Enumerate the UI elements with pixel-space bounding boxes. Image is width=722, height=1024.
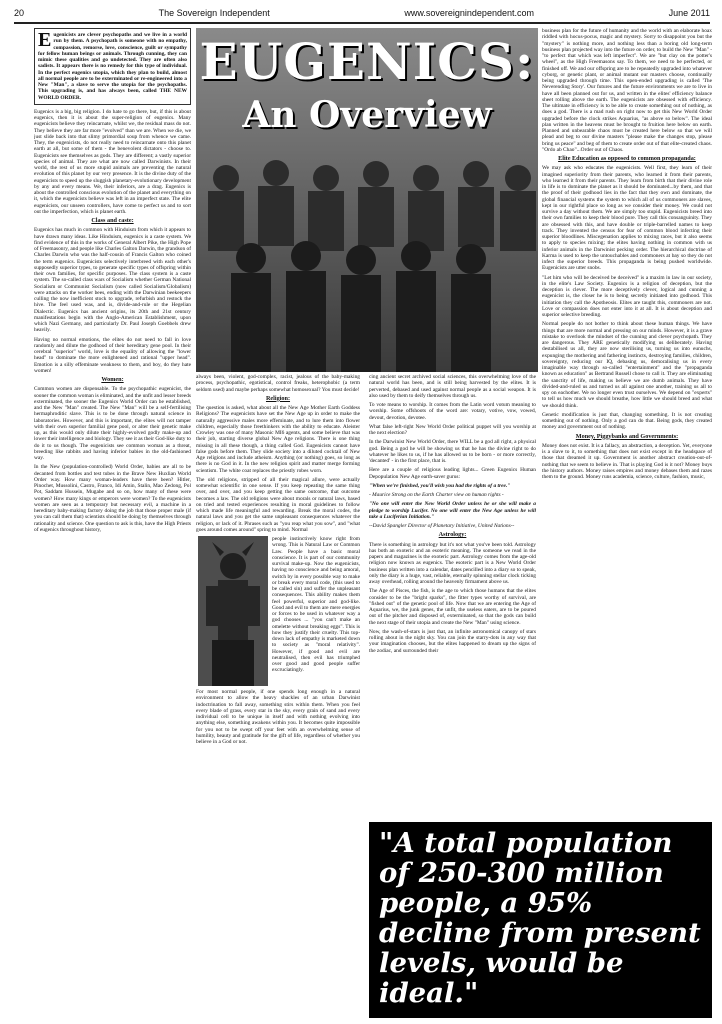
paragraph: Eugenics is a big, big religion. I do hate to go there, but, if this is about eugenics, then it is about the super-religion of eugenics. Many eugenicists believe they reincarnate, whilst we, the residual mass do not. They believe they are far more "evolved" than we are. When we die, we just slide back into that slimy primordial soup from whence we came. They, the eugenicists, do not really need to reincarnate onto this planet earth at all, but some of them - the benevolent dictators - choose to. Eugenicists see themselves as gods. They are different; a vastly superior species of animal. They are what are now called Darwinists. In their world, the rest of us more stupid animals are preventing the natural evolution of this planet by our very presence. It is the divine duty of the eugenicists to speed up the sluggish planetary-evolutionary development by any and every means. We, their inferiors, are a drag. Eugenics is about the controlled conscious evolution of the planet and everything on it, which the eugenicists believe was left in an imperfect state. The elite eugenicists, our unseen controllers, have come to perfect us and to sort out the imperfection, which is planet earth.	[34, 108, 191, 215]
lead-text: ugenicists are clever psychopaths and we live in a world run by them. A psychopath is someone with no empathy, compassion, remorse, love, conscience, guilt or sympathy for fellow human beings or animals. Through cunning, they can mimic these qualities and go undetected. They are often also sadists. It appears there is no remedy for this type of individual. In the perfect eugenics utopia, which they plan to build, almost all normal people are to be exterminated or re-engineered into a New "Man", a slave to serve the utopia for the psychopaths. This upgrading is, and has always been, called THE NEW WORLD ORDER.	[38, 32, 187, 101]
column-1	[34, 28, 191, 1014]
page-header	[14, 0, 710, 18]
paragraph: There is something in astrology but it's not what you've been told. Astrology has both an exoteric and an esoteric meaning. The someone we read in the papers and magazines is the exoteric part. Astrology comes from the age-old religion now known as eugenics. The esoteric part is a New World Order business plan written into a calendar, dates pencilled into a diary so to speak, only the diary is a huge, vast, reliable, eternally spinning stellar clock ticking away overhead, rolling around the heavenly firmament above us.	[369, 541, 536, 585]
section-heading-religion: Religion:	[265, 394, 291, 402]
paragraph: Here are a couple of religious leading lights... Green Eugenics Human Depopulation New Age earth-saver gurus:	[369, 467, 536, 480]
paragraph: Genetic modification is just that, changing something. It is not creating something out of nothing. Only a god can do that. Being gods, they created money and government out of nothing.	[542, 411, 712, 431]
section-heading-elite-education: Elite Education as opposed to common propaganda:	[558, 155, 696, 162]
quote-strong: "When we're finished, you'll wish you had the rights of a tree."	[369, 482, 511, 489]
paragraph: business plan for the future of humanity and the world with an elaborate hoax riddled with hocus-pocus, magic and mystery. Sorry to disappoint you but the "mystery" is nothing more, and nothing less than a boring old long-term business plan projected way into the future on order, to build the New "Man" - "to perfect that which was left imperfect". We are "but clay on the potter's wheel", as the High Freemasons say. To them, we need to be perfected, or finished off. We and our offspring are to be repeatedly upgraded into whatever cyborg, or genetic plant, or animal mutant our masters choose, continually being upgraded through time. This open-ended upgrading is called 'The Neverending Story'. Our futures and the future environments we are to live in have all been planned out for us, and written in the elites' efficiency balance sheet rolling above the earth. The eugenicists are obsessed with efficiency. The ultimate in efficiency is to be able to create something out of nothing, as does a god. There is a mad rush on right now to get this New World Order upgraded before the clock strikes Aquarius, "as above so below". The ideal plan written in the heavens must be brought to fruition here below on earth. Planned and unbearable chaos must be created here below so that we will plead and beg to our divine masters "please make the changes stop, please bring us peace" and beg of them to create order out of that elite-created chaos. "Ordo ab Chao"...Order out of Chaos.	[542, 28, 712, 153]
paragraph: We may ask who educates the eugenicists. Well first, they learn of their imagined superiority from their parents, who learned it from their parents, who learned it from their parents. They learn from birth that their divine role in life is to dominate the planet as it should be dominated...by them, and that the proof of their godhood lies in the fact that they own and dominate, the global financial systems the system to which all of us commoners are slaves, kept in our rightful place so long as we consider their money. We could not survive a day without them. We are simply too stupid. Eugenicists breed into their own families to keep their blood pure. They call this consanguinity. They are obsessed with this, and have double or triple-barrelled names to keep track. They invented the census for fear of common blood infecting their superior bloodlines. Miscegenation applies to mixing races, but it also seems to apply to species mixing; the elites having nothing in common with us inferior animals in the Darwinist pecking order. The hierarchical doctrine of Karma is used to keep the untouchables and commoners at bay so they do not infect the superior breeds. This propaganda is being pushed worldwide. Eugenicists are utter snobs.	[542, 165, 712, 272]
paragraph: In the New (population-controlled) World Order, babies are all to be decanted from bottles and test tubes in the Brave New Huxlian World Order way. How many woman-leaders have there been? Hitler, Pinochet, Mussolini, Castro, Franco, Idi Amin, Stalin, Mao Zedong, Pol Pot, Saddam Hussein, Mugabe and so on, how many of these were women? How many kings or emperors were women? To the eugenicists women are seen as a temporary but necessary evil, a machine in a hereditary baby-making factory doing the job that those proper male (if you can call them that) scientists should be doing by themselves through rationality and science. One question to ask is this, have the High Priests of eugenics throughout history,	[34, 464, 191, 533]
headline-subtitle: An Overview	[242, 94, 492, 136]
lead-box	[34, 28, 191, 105]
paragraph: Money does not exist. It is a fallacy, an abstraction, a deception. Yet, everyone is a slave to it, to something that does not exist except in the headspace of those that dreamed it up. Government is another abstract creation-out-of-nothing that we seem to believe in. That is playing God is it not? Money buys the history authors. Money raises empires and money debases them and razes them to the ground. Money runs academia, science, culture, fashion, music,	[542, 442, 712, 480]
paragraph: Eugenics has much in common with Hinduism from which it appears to have drawn many ideas. Like Hinduism, eugenics is a caste system. We find evidence of this in the works of General Albert Pike, the High Pope of Freemasonry, and people like Charles Galton Darwin, the grandson of Charles Darwin who was the half-cousin of Francis Galton who coined the term eugenics. Eugenicists selectively interbreed with each other's supposedly superior types, to generate specific types of offspring within their own families, for specific purposes. The class system is a caste system. The so-called class wars of Socialism whether German National Socialism or Communist Socialism (now called Socialism/Globalism) were attacks on the worker bees, ending with the Darwinian beekeepers culling the now inefficient stock to upgrade, refurbish and restock the hive. The feel used was, and is, divide-and-rule or the Hegelian Dialectic. Eugenics has ancient origins, its 20th and 21st century manifestations begin with the Anglo-American Establishment, upon which Nazi Germany, and particularly Dr. Paul Joseph Goebbels drew heavily.	[34, 227, 191, 334]
paragraph: "Let him who will be deceived be deceived" is a maxim in law in our society, in the elite's Law Society. Eugenics is a religion of deception, but the deception is clever. The more deceptively clever, logical and cunning a eugenicist is, the closer he is to being secretly initiated into godhood. This initiation they call the Apotheosis. Elites are taught this, commoners are not. Love or compassion does not enter into it at all. It is about deception and superior selective breeding.	[542, 274, 712, 318]
paragraph: The question is asked, what about all the New Age Mother Earth Goddess Religions? The eugenicists have set the New Age up in order to make the naturally aggressive males more effeminate, and to lure them into flower children, especially those freethinkers with the ability to educate. Aleister Crowley was one of many Masonic MI6 agents, and some believe that was their job, starting diverse global New Age religions. There is one thing missing in all these though, a thing called God. Eugenicists cannot have false gods before them. They slide society into a diluted cocktail of New Age religions and include atheism. Anything (or nothing) goes, so long as there is no God in it. In the new religion spirit and matter merge forming scientism. The white coat replaces the priestly robes worn.	[196, 405, 360, 474]
quote-attribution: - Maurice Strong on the Earth Charter view on human rights -	[369, 492, 504, 498]
title-image	[196, 28, 538, 372]
paragraph: The Age of Pisces, the fish, is the age to which those humans that the elites consider to be the "bright sparks", the fitter types worthy of survival, are "fished out" of the genetic pool of life. Now that we are entering the Age of Aquarius, we, the junk genes, the unfit, the useless eaters, are to be poured out of the pitcher and disposed of, exterminated, so that the gods can build the next stage of their utopia and create the New "Man" using science.	[369, 588, 536, 626]
quote-spangler: "No one will enter the New World Order unless he or she will make a pledge to worship Lucifer. No one will enter the New Age unless he will take a Luciferian Initiation."	[369, 501, 536, 520]
paragraph: What false left-right New World Order political puppet will you worship at the next election?	[369, 423, 536, 436]
publication-name: The Sovereign Independent	[158, 8, 270, 18]
paragraph: To vote means to worship. It comes from the Latin word votum meaning to worship. Some offshoots of the word are: votary, votive, vow, vowed, devout, devotion, devotee.	[369, 402, 536, 421]
paragraph: Now, the wash-of-stars is just that, an infinite astronomical canopy of stars rolling about in the night sky. You can join the starry-dots in any way that your imagination chooses, but the elites happened to dream up the signs of the zodiac, and surrounded their	[369, 628, 536, 654]
column-2	[196, 374, 360, 1014]
issue-date: June 2011	[668, 8, 710, 18]
section-heading-astrology: Astrology:	[438, 531, 467, 539]
text-with-photo	[196, 536, 360, 686]
quote-attribution: --David Spangler Director of Planetary Initiative, United Nations--	[369, 523, 515, 529]
baphomet-statue-photo	[198, 536, 268, 686]
website-url: www.sovereignindependent.com	[404, 8, 534, 18]
paragraph: cing ancient secret archived social sciences, this overwhelming love of the natural world has been, and is still being harvested by the elites. It is perverted, debased and used against normal people as a social weapon. It is also used by them to deify themselves through us.	[369, 374, 536, 399]
paragraph: Normal people do not bother to think about these human things. We have things that are more normal and pressing on our minds. However, it is a grave mistake to overlook the mindset of the cunning and clever psychopath. They are dangerous. They ARE genetically modifying us deliberately. Having destabilised us all, they are now sterilising us, turning us into eunuchs, expunging the mothering and fathering instincts, destroying families, children, sovereignty, reducing our IQ, debasing us, demoralising us in every imaginable way through so-called "entertainment" and the "propaganda known as education" as Bertrand Russell chose to call it. They are eliminating the sanctity of life, making us believe we are dumb animals. They have divided-and-ruled us and turned us all against one another, training us all to spy on eachother. We no longer even trust ourselves. We depend on "experts" to tell us how much we should breathe, how little we should breed and what we should think.	[542, 321, 712, 409]
paragraph: For most normal people, if one spends long enough in a natural environment to allow the heavy shackles of an urban Darwinist indoctrination to fall away, something stirs within them. When you feel every blade of grass, every star in the sky, every grain of sand and every individual cell to be unique in itself and with nothing evolving into anything else, something awakens within you. It becomes quite impossible for you not to be swept off your feet with an overwhelming sense of humility, beauty and gratitude for the gift of life, regardless of whether you believe in a God or not.	[196, 689, 360, 745]
paragraph: Having no normal emotions, the elites do not need to fall in love randomly and dilute the godhood of their hereditary gene pool. In their cerebral "superior" world, love is the equality of allowing the "lower head" to dominate the more enlightened and rational "upper head". Emotion is a silly effeminate weakness to them, and boy, do they hate women!	[34, 336, 191, 374]
section-heading-women: Women:	[101, 376, 124, 383]
paragraph: Common women are dispensable. To the psychopathic eugenicist, the sooner the common woman is eliminated, and the unfit and lesser breeds exterminated, the sooner the Eugenics World Order can be established, and the New "Man" created. The New "Man" will be a self-fertilising hermaphroditic slave. This is to be done through natural science in laboratories. However, and this is important, the elites will not tamper with their own superior familial gene pool, or alter their genetic make up, as this would only dilute their highly-evolved godly make-up and lower their intelligence and biology. They see it as their God-like duty to do it to us though. The eugenicists see common woman as a threat, breeding like rabbits and having inferior babies in the old-fashioned way.	[34, 386, 191, 461]
header-rule	[14, 22, 710, 24]
paragraph: The old religions, stripped of all their magical allure, were actually somewhat scientific in one sense. If you keep repeating the same thing over, and over, and you keep getting the same outcome, that outcome becomes a law. The old religions were about morals or natural laws, based on tried and tested experiences resulting in moral guidelines to follow which made life meaningful and rewarding. Break the moral codes, the natural laws and you get the same unpleasant consequences whatever the religion, or lack of it. Phrases such as "you reap what you sow", and "what goes around comes around" spring to mind. Normal	[196, 476, 360, 533]
section-heading-class-caste: Class and caste:	[91, 217, 134, 224]
headline-title: EUGENICS:	[199, 32, 535, 91]
section-heading-money: Money, Piggybanks and Governments:	[575, 432, 679, 440]
drop-cap: E	[38, 29, 52, 51]
paragraph: always been, violent, god-complex, racist, jealous of the baby-making process, psychopathic, egotistical, control freaks, heterophobic (a term seldom used) and maybe perhaps somewhat homosexual? You must decide!	[196, 374, 360, 393]
pull-quote	[369, 822, 712, 1018]
pull-quote-text: "A total population of 250-300 million people, a 95% decline from present levels, would be ideal."	[379, 827, 701, 1009]
page-number: 20	[14, 8, 25, 18]
paragraph: people instinctively know right from wrong. This is Natural Law or Common Law. People have a basic moral conscience. It is part of our community survival make-up. Now the eugenicists, having no conscience and being amoral, switch by in every possible way to make or break every moral code, (this used to be called sin) and suffer the unpleasant consequences. This ability makes them feel powerful, superior and god-like. Good and evil to them are mere energies or forces to be used in whatever way a god chooses ... "you can't make an omelette without breaking eggs". This is how they justify their cruelty. This top-down lack of empathy is marketed down to society as "moral relativity". However, if good and evil are neutralised, then evil has triumphed over good and good people suffer excruciatingly.	[272, 536, 360, 674]
paragraph: In the Darwinist New World Order, there WILL be a god all right, a physical god. Being a god he will be showing us that he has the divine right to do whatever he likes to us, if he has allowed us to be born - or more correctly, 'decanted' - in the first place, that is.	[369, 439, 536, 464]
